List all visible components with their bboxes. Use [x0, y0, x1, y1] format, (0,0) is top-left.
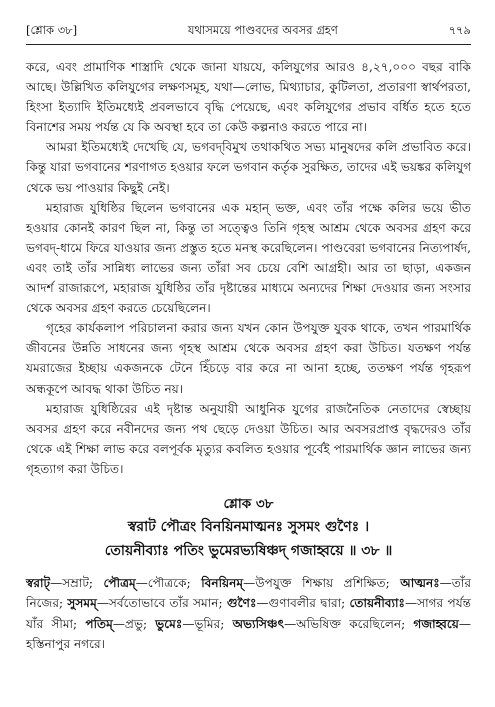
paragraph: আমরা ইতিমধ্যেই দেখেছি যে, ভগবদ্‌বিমুখ তথাকথিত সভ্য মানুষদের কলি প্রভাবিত করে। কিন্তু যারা ভগবানের শরণাগত হওয়ার ফলে ভগবান কর্তৃক সুরক্ষিত, তাদের এই ভয়ঙ্কর কলিযুগ থেকে ভয় পাওয়ার কিছুই নেই।	[26, 140, 471, 195]
synonym-meaning: সম্রাট;	[62, 575, 104, 590]
synonym-entry	[104, 576, 202, 590]
header-verse-ref: [শ্লোক ৩৮]	[26, 23, 78, 37]
paragraph: গৃহের কার্যকলাপ পরিচালনা করার জন্য যখন কোন উপযুক্ত যুবক থাকে, তখন পারমার্থিক জীবনের উন্নতি সাধনের জন্য গৃহস্থ আশ্রম থেকে অবসর গ্রহণ করা উচিত। যতক্ষণ পর্যন্ত যমরাজের ইচ্ছায় একজনকে টেনে হিঁচড়ে বার করে না আনা হচ্ছে, ততক্ষণ পর্যন্ত গৃহরূপ অন্ধকূপে আবদ্ধ থাকা উচিত নয়।	[26, 321, 471, 396]
verse-block	[26, 493, 471, 563]
synonym-term: বিনয়িনম্	[201, 575, 244, 590]
synonym-entry	[26, 576, 104, 590]
synonym-meaning: উপযুক্ত শিক্ষায় প্রশিক্ষিত;	[255, 575, 401, 590]
paragraph: করে, এবং প্রামাণিক শাস্ত্রাদি থেকে জানা যায়যে, কলিযুগের আরও ৪,২৭,০০০ বছর বাকি আছে। উল্লিখিত কলিযুগের লক্ষণসমূহ, যথা—লোভ, মিথ্যাচার, কুটিলতা, প্রতারণা স্বার্থপরতা, হিংসা ইত্যাদি ইতিমধ্যেই প্রবলভাবে বৃদ্ধি পেয়েছে, এবং কলিযুগের প্রভাব বর্ধিত হতে হতে বিনাশের সময় পর্যন্ত যে কি অবস্থা হবে তা কেউ কল্পনাও করতে পারে না।	[26, 60, 471, 135]
synonym-term: গুণৈঃ	[226, 596, 257, 611]
synonym-dash: —	[284, 616, 297, 631]
synonym-dash: —	[243, 575, 256, 590]
synonym-meaning: তাঁর নিজের;	[26, 575, 471, 611]
synonym-meaning: সর্বতোভাবে তাঁর সমান;	[108, 596, 227, 611]
synonym-meaning: পৌত্রকে;	[147, 575, 202, 590]
page-number: ৭৭৯	[448, 23, 471, 37]
synonym-meaning: হস্তিনাপুর নগরে।	[26, 637, 105, 652]
synonym-meaning: সাগর পর্যন্ত যাঁর সীমা;	[26, 596, 471, 631]
synonym-term: ভুমেঃ	[155, 616, 183, 631]
header-chapter-title: যথাসময়ে পাণ্ডবদের অবসর গ্রহণ	[187, 23, 338, 37]
synonym-term: আত্মনঃ	[400, 575, 440, 590]
synonym-entry	[85, 617, 155, 631]
word-meanings	[26, 573, 471, 655]
synonym-entry	[67, 596, 226, 610]
synonym-term: পতিম্	[85, 616, 113, 631]
synonym-term: সুসমম্	[67, 596, 97, 611]
synonym-entry	[233, 617, 414, 631]
synonym-meaning: প্রভু;	[124, 616, 156, 631]
paragraph: মহারাজ যুধিষ্ঠিরের এই দৃষ্টান্ত অনুযায়ী আধুনিক যুগের রাজনৈতিক নেতাদের স্বেচ্ছায় অবসর গ্রহণ করে নবীনদের জন্য পথ ছেড়ে দেওয়া উচিত। আর অবসরপ্রাপ্ত বৃদ্ধদেরও তাঁর থেকে এই শিক্ষা লাভ করে বলপূর্বক মৃত্যুর কবলিত হওয়ার পূর্বেই পারমার্থিক জ্ঞান লাভের জন্য গৃহত্যাগ করা উচিত।	[26, 401, 471, 476]
synonym-term: গজাহ্বয়ে	[413, 616, 459, 631]
verse-line-1: স্বরাট পৌত্রং বিনয়িনমাত্মনঃ সুসমং গুণৈঃ ।	[127, 518, 370, 535]
verse-heading: শ্লোক ৩৮	[223, 495, 274, 512]
synonym-meaning: অভিষিক্ত করেছিলেন;	[296, 616, 414, 631]
synonym-entry	[227, 596, 350, 610]
synonym-entry	[201, 576, 400, 590]
synonym-dash: —	[112, 616, 125, 631]
synonym-term: স্বরাট্	[26, 575, 51, 590]
purport-body	[26, 57, 471, 479]
synonym-dash: —	[50, 575, 63, 590]
synonym-dash: —	[405, 596, 418, 611]
synonym-dash: —	[96, 596, 109, 611]
synonym-term: পৌত্রম্	[103, 575, 136, 590]
running-header	[26, 22, 471, 45]
paragraph: মহারাজ যুধিষ্ঠির ছিলেন ভগবানের এক মহান্ ভক্ত, এবং তাঁর পক্ষে কলির ভয়ে ভীত হওয়ার কোনই কারণ ছিল না, কিন্তু তা সত্ত্বেও তিনি গৃহস্থ আশ্রম থেকে অবসর গ্রহণ করে ভগবদ্‌-ধামে ফিরে যাওয়ার জন্য প্রস্তুত হতে মনস্থ করেছিলেন। পাণ্ডবেরা ভগবানের নিত্যপার্ষদ, এবং তাই তাঁর সান্নিধ্য লাভের জন্য তাঁরা সব চেয়ে বেশি আগ্রহী। আর তা ছাড়া, একজন আদর্শ রাজারূপে, মহারাজ যুধিষ্ঠির তাঁর দৃষ্টান্তের মাধ্যমে অন্যদের শিক্ষা দেওয়ার জন্য সংসার থেকে অবসর গ্রহণ করতে চেয়েছিলেন।	[26, 200, 471, 316]
synonym-entry	[155, 617, 232, 631]
book-page	[26, 22, 471, 655]
synonym-dash: —	[439, 575, 452, 590]
synonym-term: অভ্যসিঞ্চৎ	[232, 616, 285, 631]
synonym-dash: —	[458, 616, 472, 631]
synonym-dash: —	[256, 596, 269, 611]
synonym-meaning: গুণাবলীর দ্বারা;	[268, 596, 350, 611]
synonym-term: তোয়নীব্যাঃ	[349, 596, 405, 611]
synonym-meaning: ভূমির;	[194, 616, 233, 631]
synonym-dash: —	[135, 575, 148, 590]
synonym-dash: —	[182, 616, 195, 631]
verse-line-2: তোয়নীব্যাঃ পতিং ভুমেরভ্যষিঞ্চদ্ গজাহ্বয়ে ॥ ৩৮ ॥	[104, 542, 393, 559]
